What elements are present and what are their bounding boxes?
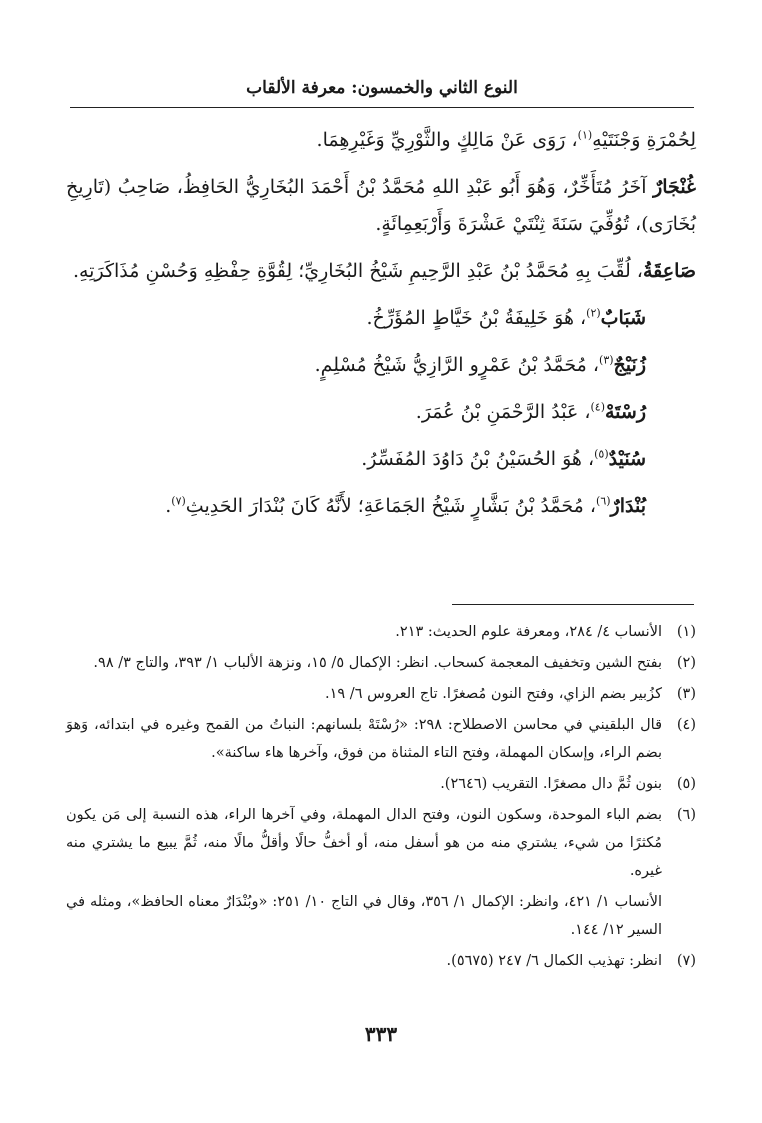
entry-head: شَبَابٌ [600,307,646,329]
entry-rustah [66,394,696,431]
entry-bundar [66,488,696,525]
entry-zunayj [66,347,696,384]
footnote-text: بنون ثُمَّ دال مصغرًا. التقريب (٢٦٤٦). [440,776,662,792]
footnote-7 [66,947,696,975]
footnote-ref[interactable]: (٣) [599,353,614,367]
footnote-5 [66,770,696,798]
entry-head: غُنْجَارٌ [653,176,696,198]
footnote-ref[interactable]: (٢) [586,306,601,320]
footnote-6-continuation: الأنساب ١/ ٤٢١، وانظر: الإكمال ١/ ٣٥٦، وقال في التاج ١٠/ ٢٥١: «وبُنْدَارٌ معناه الحافظ»، ومثله في السير ١٢/ ١٤٤. [66,894,662,938]
entry-tail: . [165,495,172,517]
footnote-number: (٧) [676,953,696,969]
footnote-ref[interactable]: (٥) [594,447,609,461]
footnote-4 [66,711,696,767]
footnote-text: بفتح الشين وتخفيف المعجمة كسحاب. انظر: الإكمال ٥/ ١٥، ونزهة الألباب ١/ ٣٩٣، والتاج ٣/ ٩٨. [93,655,662,671]
footnote-1 [66,618,696,646]
footnote-text: قال البلقيني في محاسن الاصطلاح: ٢٩٨: «رُسْتَهْ بلسانهم: النباتُ من القمح وغيره في ابتدائه، وَهوَ بضم الراء، وإسكان المهملة، وفتح التاء المثناة من فوق، وآخرها هاء ساكنة». [66,717,662,761]
entry-head: صَاعِقَةُ [642,260,696,282]
footnote-text: انظر: تهذيب الكمال ٦/ ٢٤٧ (٥٦٧٥). [446,953,662,969]
header-rule [70,107,694,108]
footnote-ref[interactable]: (٤) [590,400,605,414]
entry-sunayd [66,441,696,478]
footnote-rule [452,604,694,605]
entry-text: ، هُوَ الحُسَيْنُ بْنُ دَاوُدَ المُفَسِّرُ. [361,448,595,470]
footnote-3 [66,680,696,708]
entry-head: زُنَيْجٌ [613,354,646,376]
paragraph-3 [66,253,696,290]
main-text [66,122,696,535]
entry-head: سُنَيْدٌ [608,448,646,470]
footnote-ref[interactable]: (٧) [171,494,186,508]
entry-head: بُنْدَارٌ [610,495,646,517]
footnotes [66,618,696,978]
entry-text: ، هُوَ خَلِيفَةُ بْنُ خَيَّاطٍ المُؤَرِّخُ. [366,307,587,329]
entry-head: رُسْتَهْ [604,401,646,423]
footnote-text: الأنساب ٤/ ٢٨٤، ومعرفة علوم الحديث: ٢١٣. [395,624,662,640]
paragraph-text: آخَرُ مُتَأَخِّرٌ، وَهُوَ أَبُو عَبْدِ اللهِ مُحَمَّدُ بْنُ أَحْمَدَ البُخَارِيُّ الحَافِظُ، صَاحِبُ (تَارِيخِ بُخَارَى)، تُوُفِّيَ سَنَةَ ثِنْتَيْ عَشْرَةَ وَأَرْبَعِمِائَةٍ. [66,176,696,235]
paragraph-tail: ، رَوَى عَنْ مَالِكٍ والثَّوْرِيِّ وَغَيْرِهِمَا. [316,129,578,151]
footnote-number: (٥) [676,776,696,792]
footnote-number: (١) [676,624,696,640]
footnote-2 [66,649,696,677]
paragraph-1 [66,122,696,159]
page-number: ٣٣٣ [364,1022,398,1046]
paragraph-text: لِحُمْرَةِ وَجْنَتَيْهِ [592,129,696,151]
paragraph-2 [66,169,696,243]
footnote-text: كزُبير بضم الزاي، وفتح النون مُصغرًا. تاج العروس ٦/ ١٩. [325,686,662,702]
running-header: النوع الثاني والخمسون: معرفة الألقاب [246,78,518,98]
footnote-6 [66,801,696,885]
entry-text: ، مُحَمَّدُ بْنُ بَشَّارٍ شَيْخُ الجَمَاعَةِ؛ لأَنَّهُ كَانَ بُنْدَارَ الحَدِيثِ [185,495,597,517]
footnote-ref[interactable]: (١) [577,128,593,142]
footnote-number: (٦) [676,807,696,823]
footnote-ref[interactable]: (٦) [596,494,611,508]
entry-shabab [66,300,696,337]
entry-text: ، مُحَمَّدُ بْنُ عَمْرٍو الرَّازِيُّ شَيْخُ مُسْلِمٍ. [314,354,600,376]
footnote-number: (٣) [676,686,696,702]
footnote-number: (٤) [676,717,696,733]
paragraph-text: ، لُقِّبَ بِهِ مُحَمَّدُ بْنُ عَبْدِ الرَّحِيمِ شَيْخُ البُخَارِيِّ؛ لِقُوَّةِ حِفْظِهِ وَحُسْنِ مُذَاكَرَتِهِ. [72,260,643,282]
entry-text: ، عَبْدُ الرَّحْمَنِ بْنُ عُمَرَ. [415,401,591,423]
footnote-number: (٢) [676,655,696,671]
footnote-text: بضم الباء الموحدة، وسكون النون، وفتح الدال المهملة، وفي آخرها الراء، هذه النسبة إلى مَن يكون مُكثرًا من شيء، يشتري منه من هو أسفل منه، أو أخفُّ حالًا وأقلُّ مالًا منه، ثُمَّ يبيع ما يشتري منه غيره. [66,807,662,879]
